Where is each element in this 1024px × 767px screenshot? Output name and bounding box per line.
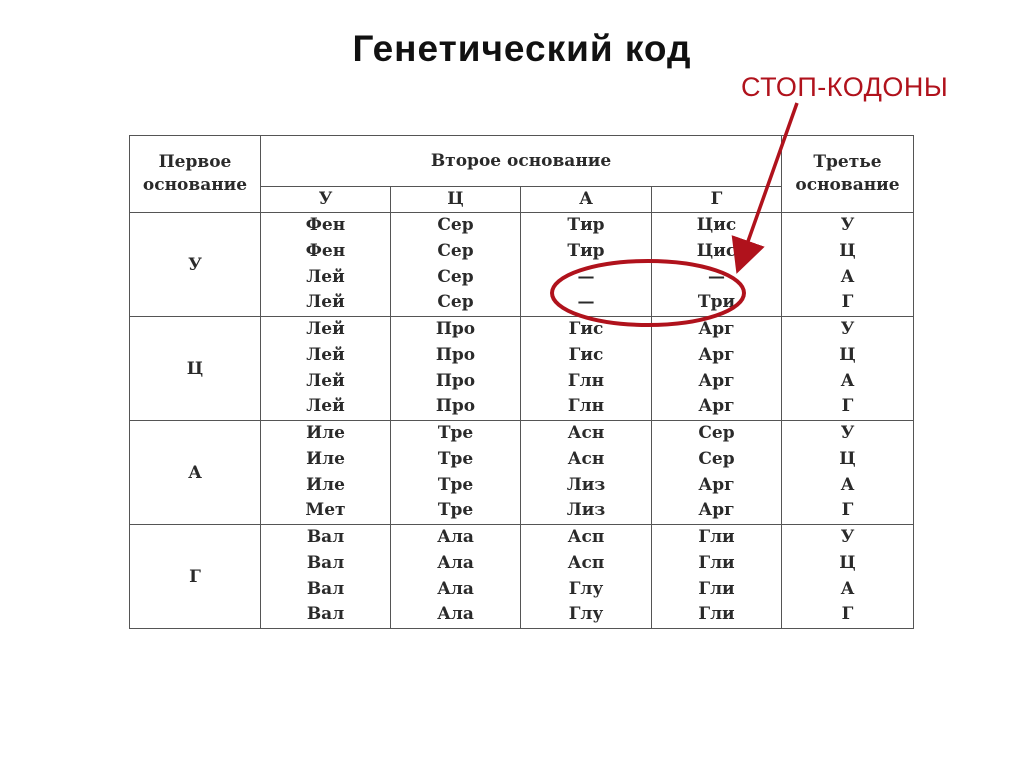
amino-acid: Асн bbox=[567, 448, 605, 469]
amino-acid: Тир bbox=[567, 240, 605, 261]
amino-acid: Арг bbox=[698, 319, 735, 339]
stop-codons-circle bbox=[552, 261, 744, 325]
third-base: А bbox=[840, 474, 855, 495]
third-base: У bbox=[840, 423, 855, 443]
amino-acid: Цис bbox=[696, 215, 737, 235]
second-base-a: А bbox=[521, 187, 652, 213]
amino-acid: Про bbox=[435, 370, 476, 391]
second-base-u: У bbox=[261, 187, 391, 213]
amino-acid: Про bbox=[435, 396, 476, 417]
amino-acid: Лей bbox=[306, 370, 345, 391]
third-base: Г bbox=[841, 396, 854, 417]
amino-acid: Глу bbox=[568, 578, 604, 599]
amino-acid: Вал bbox=[306, 527, 345, 547]
third-base: Ц bbox=[839, 552, 856, 573]
amino-acid: Арг bbox=[698, 474, 735, 495]
amino-acid: — bbox=[577, 266, 595, 287]
amino-acid: Гли bbox=[698, 578, 735, 599]
third-base: Г bbox=[841, 292, 854, 313]
amino-acid: Тир bbox=[567, 215, 605, 235]
first-base-cell: А bbox=[130, 421, 261, 525]
first-base-cell: Ц bbox=[130, 317, 261, 421]
third-base: Г bbox=[841, 604, 854, 625]
amino-acid: Лей bbox=[306, 292, 345, 313]
amino-acid: Иле bbox=[306, 448, 345, 469]
amino-acid: Про bbox=[435, 319, 476, 339]
amino-acid: Лей bbox=[306, 319, 345, 339]
amino-acid: Арг bbox=[698, 370, 735, 391]
amino-acid: Сер bbox=[698, 423, 735, 443]
amino-acid: Лиз bbox=[566, 500, 606, 521]
page-title: Генетический код bbox=[352, 28, 692, 69]
amino-acid: Лей bbox=[306, 396, 345, 417]
amino-acid: Ала bbox=[437, 578, 474, 599]
second-base-g: Г bbox=[652, 187, 782, 213]
amino-acid: Иле bbox=[306, 423, 345, 443]
amino-acid: Арг bbox=[698, 344, 735, 365]
amino-acid: Лей bbox=[306, 344, 345, 365]
amino-acid: Гис bbox=[568, 344, 604, 365]
amino-acid: Вал bbox=[306, 578, 345, 599]
amino-acid: Сер bbox=[698, 448, 735, 469]
third-base: А bbox=[840, 370, 855, 391]
stop-codons-label: СТОП-КОДОНЫ bbox=[741, 72, 949, 102]
amino-acid: — bbox=[708, 266, 725, 287]
amino-acid: Три bbox=[697, 292, 736, 313]
amino-acid: Лей bbox=[306, 266, 345, 287]
amino-acid: Асп bbox=[567, 552, 605, 573]
amino-acid: Гли bbox=[698, 527, 735, 547]
amino-acid: Вал bbox=[306, 604, 345, 625]
amino-acid: Цис bbox=[696, 240, 737, 261]
header-third-base: Третье основание bbox=[782, 136, 914, 213]
amino-acid: Тре bbox=[437, 500, 474, 521]
amino-acid: Гли bbox=[698, 552, 735, 573]
amino-acid: Про bbox=[435, 344, 476, 365]
third-base: Ц bbox=[839, 240, 856, 261]
amino-acid: Арг bbox=[698, 500, 735, 521]
amino-acid: Фен bbox=[305, 240, 346, 261]
third-base: У bbox=[840, 527, 855, 547]
amino-acid: Ала bbox=[437, 552, 474, 573]
amino-acid: Фен bbox=[305, 215, 346, 235]
third-base: А bbox=[840, 578, 855, 599]
amino-acid: Сер bbox=[437, 266, 474, 287]
amino-acid: Глн bbox=[567, 370, 605, 391]
amino-acid: Тре bbox=[437, 474, 474, 495]
third-base: Г bbox=[841, 500, 854, 521]
amino-acid: Сер bbox=[437, 215, 474, 235]
amino-acid: Гли bbox=[698, 604, 735, 625]
amino-acid: Тре bbox=[437, 448, 474, 469]
amino-acid: Иле bbox=[306, 474, 345, 495]
amino-acid: — bbox=[577, 292, 595, 313]
third-base: Ц bbox=[839, 448, 856, 469]
stop-codons-arrow bbox=[740, 103, 797, 264]
third-base: Ц bbox=[839, 344, 856, 365]
amino-acid: Лиз bbox=[566, 474, 606, 495]
amino-acid: Сер bbox=[437, 240, 474, 261]
header-second-base: Второе основание bbox=[261, 136, 782, 187]
header-first-base: Первое основание bbox=[130, 136, 261, 213]
amino-acid: Арг bbox=[698, 396, 735, 417]
first-base-cell: Г bbox=[130, 525, 261, 629]
third-base: А bbox=[840, 266, 855, 287]
amino-acid: Асп bbox=[567, 527, 605, 547]
amino-acid: Вал bbox=[306, 552, 345, 573]
third-base: У bbox=[840, 319, 855, 339]
second-base-c: Ц bbox=[391, 187, 521, 213]
amino-acid: Тре bbox=[437, 423, 474, 443]
amino-acid: Сер bbox=[437, 292, 474, 313]
amino-acid: Ала bbox=[437, 527, 474, 547]
amino-acid: Мет bbox=[305, 500, 346, 521]
amino-acid: Гис bbox=[568, 319, 604, 339]
third-base: У bbox=[840, 215, 855, 235]
amino-acid: Глн bbox=[567, 396, 605, 417]
first-base-cell: У bbox=[130, 213, 261, 317]
amino-acid: Асн bbox=[567, 423, 605, 443]
amino-acid: Ала bbox=[437, 604, 474, 625]
amino-acid: Глу bbox=[568, 604, 604, 625]
